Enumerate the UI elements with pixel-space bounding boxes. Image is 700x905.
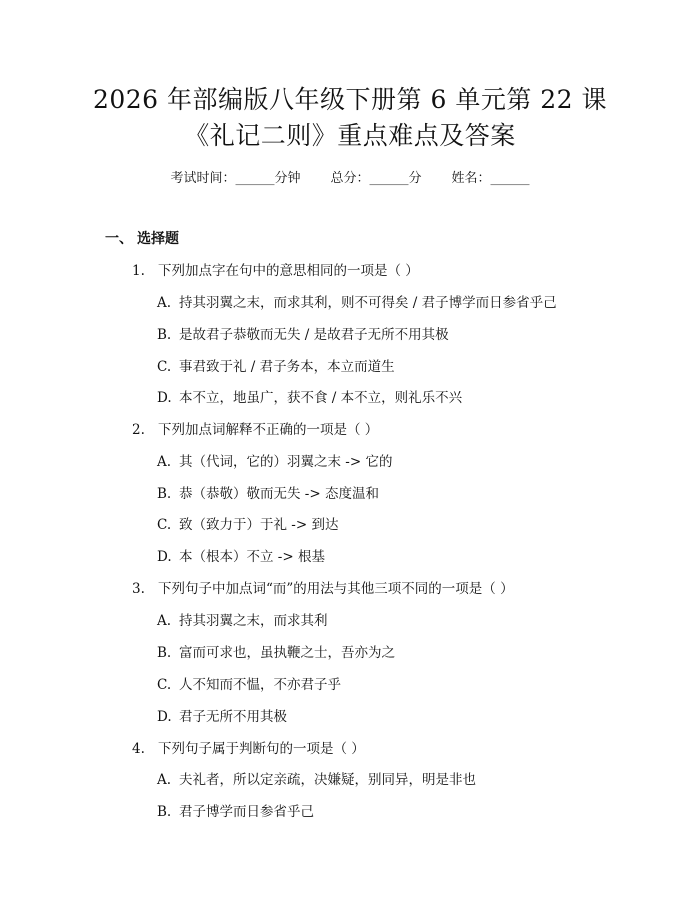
question-1 bbox=[132, 262, 419, 280]
question-number: 3. bbox=[132, 581, 145, 597]
exam-time-field: 考试时间：______分钟 bbox=[170, 171, 301, 186]
question-1-option-c bbox=[157, 358, 395, 376]
question-3-option-b bbox=[157, 644, 395, 662]
question-1-option-a bbox=[157, 294, 557, 312]
question-number: 2. bbox=[132, 422, 145, 438]
question-2-option-b bbox=[157, 485, 379, 503]
option-text: 君子博学而日参省乎己 bbox=[179, 804, 314, 820]
question-2-option-a bbox=[157, 453, 392, 471]
option-text: 持其羽翼之末，而求其利，则不可得矣 / 君子博学而日参省乎己 bbox=[179, 295, 557, 311]
option-text: 君子无所不用其极 bbox=[179, 709, 287, 725]
option-letter: A. bbox=[157, 613, 172, 629]
option-letter: C. bbox=[157, 517, 172, 533]
option-text: 持其羽翼之末，而求其利 bbox=[179, 613, 328, 629]
question-4-option-b bbox=[157, 803, 314, 821]
section-number: 一、 bbox=[105, 231, 133, 247]
exam-info bbox=[0, 170, 700, 188]
option-letter: B. bbox=[157, 645, 172, 661]
option-letter: B. bbox=[157, 804, 172, 820]
question-text: 下列句子属于判断句的一项是（ ） bbox=[158, 741, 365, 757]
option-letter: D. bbox=[157, 390, 172, 406]
option-text: 是故君子恭敬而无失 / 是故君子无所不用其极 bbox=[179, 327, 449, 343]
question-1-option-b bbox=[157, 326, 449, 344]
question-2-option-d bbox=[157, 548, 325, 566]
document-title-line-2: 《礼记二则》重点难点及答案 bbox=[184, 121, 516, 150]
question-3-option-c bbox=[157, 676, 341, 694]
question-3 bbox=[132, 580, 514, 598]
question-4-option-a bbox=[157, 771, 476, 789]
option-text: 夫礼者，所以定亲疏，决嫌疑，别同异，明是非也 bbox=[179, 772, 476, 788]
option-letter: C. bbox=[157, 359, 172, 375]
question-4 bbox=[132, 740, 365, 758]
option-text: 事君致于礼 / 君子务本，本立而道生 bbox=[179, 359, 395, 375]
total-score-field: 总分：______分 bbox=[330, 171, 422, 186]
document-title-line-1: 2026 年部编版八年级下册第 6 单元第 22 课 bbox=[92, 85, 608, 114]
student-name-field: 姓名：______ bbox=[451, 171, 530, 186]
option-letter: A. bbox=[157, 295, 172, 311]
question-number: 4. bbox=[132, 741, 145, 757]
option-letter: C. bbox=[157, 677, 172, 693]
option-text: 恭（恭敬）敬而无失 -> 态度温和 bbox=[179, 486, 379, 502]
option-text: 人不知而不愠，不亦君子乎 bbox=[179, 677, 341, 693]
section-heading bbox=[105, 230, 179, 248]
question-text: 下列句子中加点词“而”的用法与其他三项不同的一项是（ ） bbox=[158, 581, 514, 597]
option-text: 富而可求也，虽执鞭之士，吾亦为之 bbox=[179, 645, 395, 661]
question-text: 下列加点字在句中的意思相同的一项是（ ） bbox=[158, 263, 419, 279]
section-title: 选择题 bbox=[137, 231, 179, 247]
option-text: 致（致力于）于礼 -> 到达 bbox=[179, 517, 339, 533]
question-2 bbox=[132, 421, 378, 439]
question-3-option-a bbox=[157, 612, 328, 630]
option-letter: D. bbox=[157, 549, 172, 565]
option-text: 本（根本）不立 -> 根基 bbox=[179, 549, 325, 565]
option-letter: D. bbox=[157, 709, 172, 725]
question-number: 1. bbox=[132, 263, 145, 279]
question-1-option-d bbox=[157, 389, 462, 407]
question-3-option-d bbox=[157, 708, 287, 726]
option-text: 本不立，地虽广，获不食 / 本不立，则礼乐不兴 bbox=[179, 390, 463, 406]
option-letter: A. bbox=[157, 772, 172, 788]
option-letter: A. bbox=[157, 454, 172, 470]
option-text: 其（代词，它的）羽翼之末 -> 它的 bbox=[179, 454, 393, 470]
option-letter: B. bbox=[157, 486, 172, 502]
option-letter: B. bbox=[157, 327, 172, 343]
question-2-option-c bbox=[157, 516, 338, 534]
question-text: 下列加点词解释不正确的一项是（ ） bbox=[158, 422, 379, 438]
